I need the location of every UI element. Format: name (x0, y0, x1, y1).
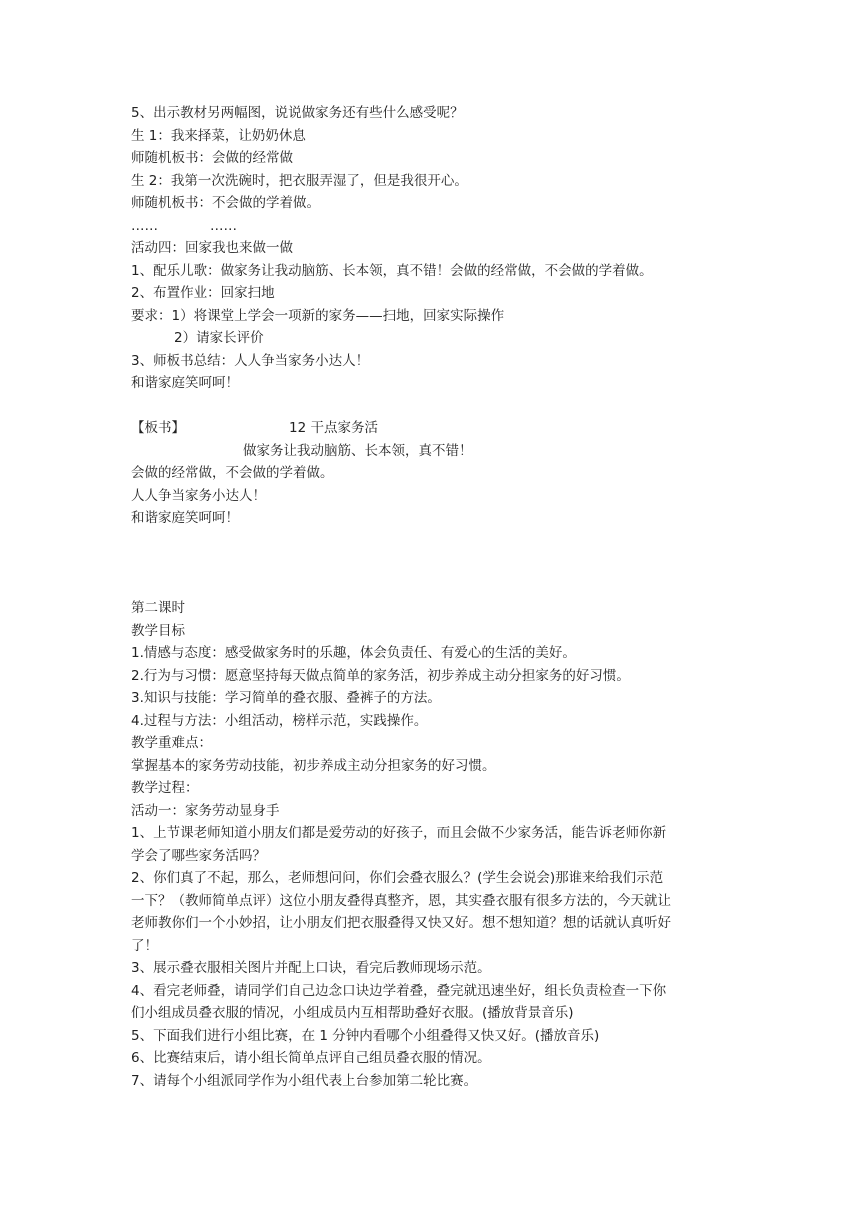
step-line: 们小组成员叠衣服的情况，小组成员内互相帮助叠好衣服。(播放背景音乐) (131, 1005, 574, 1021)
text-line: 2、布置作业：回家扫地 (131, 285, 275, 301)
board-heading (131, 417, 743, 440)
spacer (131, 552, 743, 575)
text-line: 1、配乐儿歌：做家务让我动脑筋、长本领，真不错！会做的经常做，不会做的学着做。 (131, 262, 653, 279)
step-line: 3、展示叠衣服相关图片并配上口诀，看完后教师现场示范。 (131, 960, 491, 976)
text-line: 和谐家庭笑呵呵！ (131, 375, 239, 391)
activity-heading: 活动一：家务劳动显身手 (131, 802, 280, 819)
board-title: 12 干点家务活 (289, 420, 378, 436)
section-heading: 教学目标 (131, 622, 185, 639)
text-line: 生 2：我第一次洗碗时，把衣服弄湿了，但是我很开心。 (131, 172, 468, 189)
step-line: 2、你们真了不起，那么，老师想问问，你们会叠衣服么？(学生会说会)那谁来给我们示范 (131, 870, 664, 886)
section-heading: 教学重难点： (131, 735, 212, 751)
step-line: 学会了哪些家务活吗？ (131, 847, 266, 864)
ellipsis: …… (210, 217, 237, 234)
goal-line: 4.过程与方法：小组活动，榜样示范，实践操作。 (131, 712, 428, 729)
board-line: 会做的经常做，不会做的学着做。 (131, 465, 334, 481)
document-page (131, 102, 743, 1092)
requirement-line: 2）请家长评价 (174, 330, 264, 346)
goal-line: 3.知识与技能：学习简单的叠衣服、叠裤子的方法。 (131, 690, 441, 706)
text-line: 师随机板书：不会做的学着做。 (131, 195, 320, 211)
board-line: 和谐家庭笑呵呵！ (131, 510, 239, 526)
board-label: 【板书】 (131, 420, 185, 436)
step-line: 一下？（教师简单点评）这位小朋友叠得真整齐，恩，其实叠衣服有很多方法的，今天就让 (131, 892, 671, 909)
lesson-title: 第二课时 (131, 600, 185, 616)
text-line: 3、师板书总结：人人争当家务小达人！ (131, 352, 370, 369)
step-line: 了！ (131, 937, 158, 954)
goal-line: 1.情感与态度：感受做家务时的乐趣，体会负责任、有爱心的生活的美好。 (131, 645, 576, 661)
goal-line: 2.行为与习惯：愿意坚持每天做点简单的家务活，初步养成主动分担家务的好习惯。 (131, 667, 630, 684)
text-line: 生 1：我来择菜，让奶奶休息 (131, 127, 306, 144)
text-line: 师随机板书：会做的经常做 (131, 150, 293, 166)
ellipsis: …… (131, 217, 158, 234)
board-line: 人人争当家务小达人！ (131, 487, 266, 504)
step-line: 4、看完老师叠，请同学们自己边念口诀边学着叠，叠完就迅速坐好，组长负责检查一下你 (131, 982, 667, 999)
spacer (131, 530, 743, 553)
step-line: 老师教你们一个小妙招，让小朋友们把衣服叠得又快又好。想不想知道？想的话就认真听好 (131, 915, 671, 931)
ellipsis-line (131, 215, 743, 238)
spacer (131, 575, 743, 598)
step-line: 6、比赛结束后，请小组长简单点评自己组员叠衣服的情况。 (131, 1050, 491, 1066)
spacer (131, 395, 743, 418)
activity-heading: 活动四：回家我也来做一做 (131, 240, 293, 256)
step-line: 1、上节课老师知道小朋友们都是爱劳动的好孩子，而且会做不少家务活，能告诉老师你新 (131, 825, 667, 841)
board-line: 做家务让我动脑筋、长本领，真不错！ (243, 442, 473, 459)
text-line: 掌握基本的家务劳动技能，初步养成主动分担家务的好习惯。 (131, 757, 496, 774)
requirement-line: 要求：1）将课堂上学会一项新的家务——扫地，回家实际操作 (131, 307, 505, 324)
section-heading: 教学过程： (131, 780, 199, 796)
step-line: 7、请每个小组派同学作为小组代表上台参加第二轮比赛。 (131, 1072, 478, 1089)
step-line: 5、下面我们进行小组比赛，在 1 分钟内看哪个小组叠得又快又好。(播放音乐) (131, 1027, 600, 1044)
text-line: 5、出示教材另两幅图，说说做家务还有些什么感受呢？ (131, 105, 464, 121)
